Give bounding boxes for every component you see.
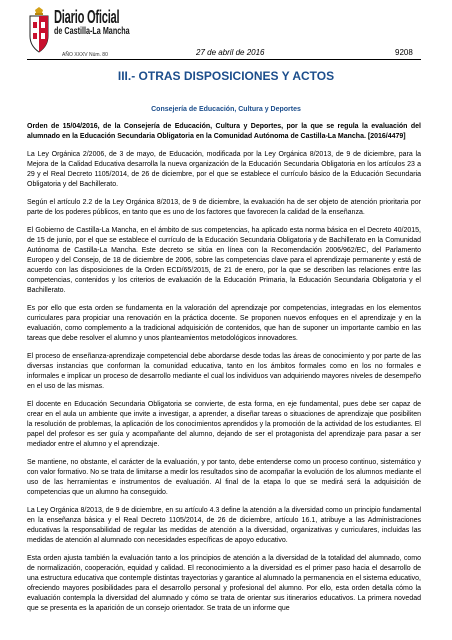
issue-date: 27 de abril de 2016 [196,48,265,57]
body-paragraph: Es por ello que esta orden se fundamenta en la valoración del aprendizaje por competencias, integradas en los elementos curriculares para propiciar una renovación en la práctica docente. Se proponen nuevos enfoques en el aprendizaje y en la evaluación, como complemento a la tradicional adquisición de contenidos, que han de suponer un importante cambio en las tareas que debe resolver el alumno y unos planteamientos metodológicos innovadores. [27,305,421,342]
dog-logo [27,6,131,58]
body-paragraph: El proceso de enseñanza-aprendizaje competencial debe abordarse desde todas las áreas de conocimiento y por parte de las diversas instancias que conforman la comunidad educativa, tanto en los ámbitos formales como en los no formales e informales e implicar un proceso de desarrollo mediante el cual los individuos van adquiriendo mayores niveles de desempeño en el uso de las mismas. [27,353,421,390]
body-paragraph: Esta orden ajusta también la evaluación tanto a los principios de atención a la diversidad de la totalidad del alumnado, como de normalización, cooperación, equidad y calidad. El reconocimiento a la diversidad es el primer paso hacia el desarrollo de una estructura educativa que contemple distintas trayectorias y garantice al alumnado la permanencia en el sistema educativo, ofreciendo mayores posibilidades para el desarrollo personal y profesional del alumno. Por ello, esta orden detalla cómo la evaluación contempla la diversidad del alumnado y cómo se trata de orientar sus itinerarios educativos. La primera novedad que se presenta es la aparición de un consejo orientador. Se trata de un informe que [27,555,421,612]
brand-title: Diario Oficial [54,7,120,27]
department-name: Consejería de Educación, Cultura y Deportes [151,106,301,113]
body-paragraph: El docente en Educación Secundaria Obligatoria se convierte, de esta forma, en eje fundamental, pues debe ser capaz de crear en el aula un ambiente que invite a investigar, a aprender, a diseñar tareas o situaciones de aprendizaje que posibiliten la resolución de problemas, la aplicación de los conocimientos aprendidos y la promoción de la actividad de los estudiantes. El papel del profesor es ser guía y acompañante del alumno, dejando de ser el protagonista del aprendizaje para pasar a ser mediador entre el alumno y el aprendizaje. [27,401,421,448]
order-title: Orden de 15/04/2016, de la Consejería de Educación, Cultura y Deportes, por la que se regula la evaluación del alumnado en la Educación Secundaria Obligatoria en la Comunidad Autónoma de Castilla-La Mancha. [2016/4479] [27,123,421,140]
body-paragraph: La Ley Orgánica 8/2013, de 9 de diciembre, en su artículo 4.3 define la atención a la diversidad como un principio fundamental en la enseñanza básica y el Real Decreto 1105/2014, de 26 de diciembre, artículo 16.1, atribuye a las Administraciones educativas la responsabilidad de regular las medidas de atención a la diversidad, organizativas y curriculares, incluidas las medidas de atención al alumnado con necesidades específicas de apoyo educativo. [27,507,421,544]
section-title: III.- OTRAS DISPOSICIONES Y ACTOS [117,69,335,83]
header-rule [27,59,421,60]
brand-subtitle: de Castilla-La Mancha [54,26,130,37]
body-paragraph: Según el artículo 2.2 de la Ley Orgánica 8/2013, de 9 de diciembre, la evaluación ha de ser objeto de atención prioritaria por parte de los poderes públicos, en tanto que es uno de los factores que favorecen la calidad de la enseñanza. [27,199,421,216]
page-number: 9208 [395,48,413,57]
body-paragraph: La Ley Orgánica 2/2006, de 3 de mayo, de Educación, modificada por la Ley Orgánica 8/2013, de 9 de diciembre, para la Mejora de la Calidad Educativa desarrolla la nueva organización de la Educación Secundaria Obligatoria en los artículos 23 a 29 y el Real Decreto 1105/2014, de 26 de diciembre, por el que se establece el currículo básico de la Educación Secundaria Obligatoria y del Bachillerato. [27,151,421,188]
year-number: AÑO XXXV Núm. 80 [62,52,108,58]
document-body [27,122,421,622]
body-paragraph: El Gobierno de Castilla-La Mancha, en el ámbito de sus competencias, ha aplicado esta norma básica en el Decreto 40/2015, de 15 de junio, por el que se establece el currículo de la Educación Secundaria Obligatoria y de Bachillerato en la Comunidad Autónoma de Castilla-La Mancha. Este decreto se sitúa en línea con la Recomendación 2006/962/EC, del Parlamento Europeo y del Consejo, de 18 de diciembre de 2006, sobre las competencias clave para el aprendizaje permanente y está de acuerdo con las disposiciones de la Orden ECD/65/2015, de 21 de enero, por la que se describen las relaciones entre las competencias, contenidos y los criterios de evaluación de la Educación Primaria, la Educación Secundaria Obligatoria y el Bachillerato. [27,227,421,294]
body-paragraph: Se mantiene, no obstante, el carácter de la evaluación, y por tanto, debe entenderse como un proceso continuo, sistemático y con valor formativo. No se trata de limitarse a medir los resultados sino de acompañar la evolución de los alumnos mediante el uso de las herramientas e instrumentos de evaluación. Al final de la etapa lo que se medirá será la adquisición de competencias que un alumno ha conseguido. [27,459,421,496]
coat-of-arms-icon [27,6,51,54]
